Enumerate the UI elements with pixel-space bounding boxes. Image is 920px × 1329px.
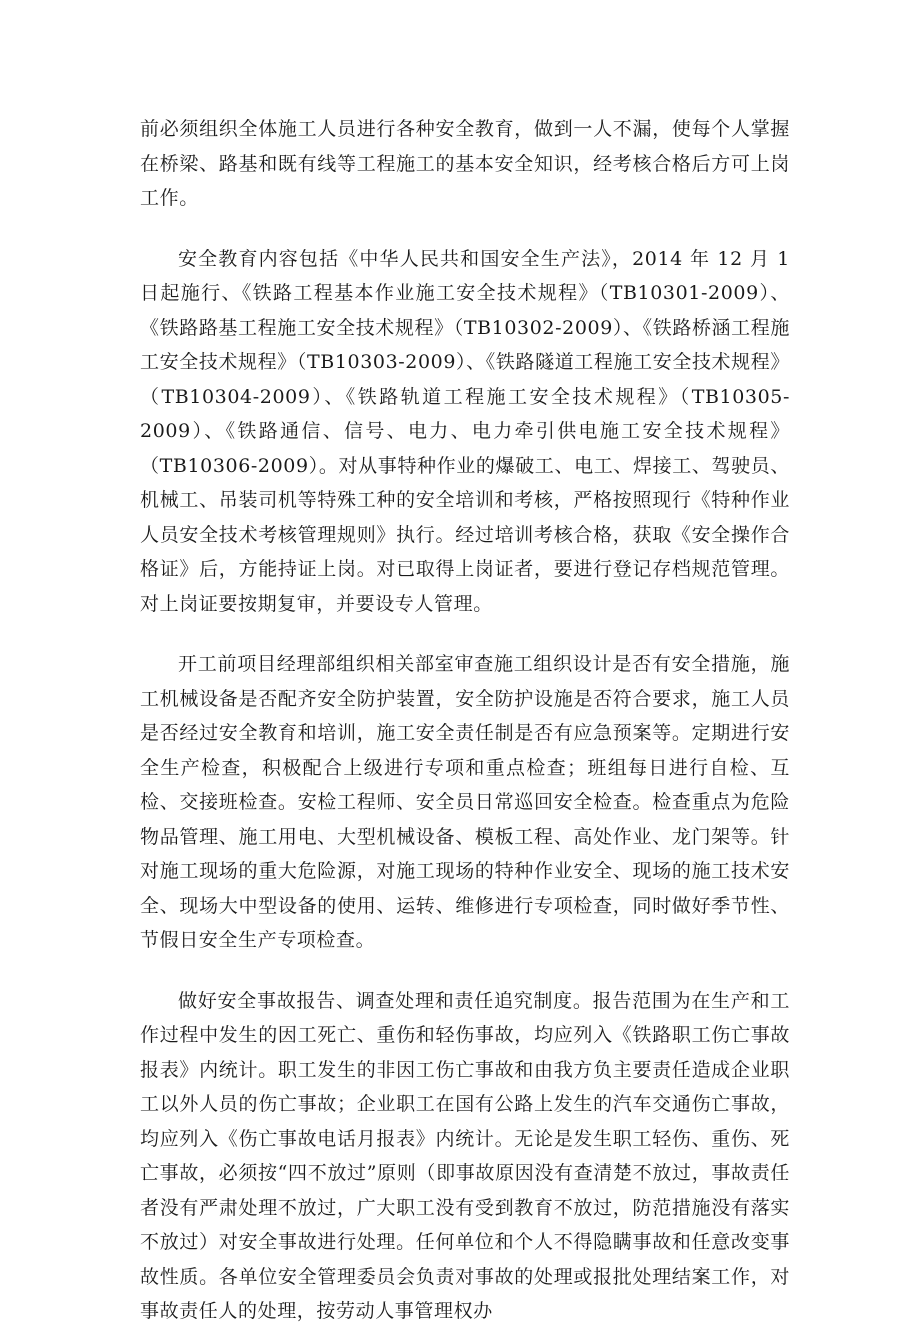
document-body xyxy=(140,112,790,1329)
paragraph-continuation: 前必须组织全体施工人员进行各种安全教育，做到一人不漏，使每个人掌握在桥梁、路基和既有线等工程施工的基本安全知识，经考核合格后方可上岗工作。 xyxy=(140,118,790,209)
paragraph-safety-inspection: 开工前项目经理部组织相关部室审查施工组织设计是否有安全措施，施工机械设备是否配齐安全防护装置，安全防护设施是否符合要求，施工人员是否经过安全教育和培训，施工安全责任制是否有应急预案等。定期进行安全生产检查，积极配合上级进行专项和重点检查；班组每日进行自检、互检、交接班检查。安检工程师、安全员日常巡回安全检查。检查重点为危险物品管理、施工用电、大型机械设备、模板工程、高处作业、龙门架等。针对施工现场的重大危险源，对施工现场的特种作业安全、现场的施工技术安全、现场大中型设备的使用、运转、维修进行专项检查，同时做好季节性、节假日安全生产专项检查。 xyxy=(140,653,790,951)
paragraph-accident-reporting: 做好安全事故报告、调查处理和责任追究制度。报告范围为在生产和工作过程中发生的因工死亡、重伤和轻伤事故，均应列入《铁路职工伤亡事故报表》内统计。职工发生的非因工伤亡事故和由我方负主要责任造成企业职工以外人员的伤亡事故；企业职工在国有公路上发生的汽车交通伤亡事故，均应列入《伤亡事故电话月报表》内统计。无论是发生职工轻伤、重伤、死亡事故，必须按“四不放过”原则（即事故原因没有查清楚不放过，事故责任者没有严肃处理不放过，广大职工没有受到教育不放过，防范措施没有落实不放过）对安全事故进行处理。任何单位和个人不得隐瞒事故和任意改变事故性质。各单位安全管理委员会负责对事故的处理或报批处理结案工作，对事故责任人的处理，按劳动人事管理权办 xyxy=(140,989,790,1322)
paragraph-safety-education-content: 安全教育内容包括《中华人民共和国安全生产法》，2014 年 12 月 1 日起施行、《铁路工程基本作业施工安全技术规程》（TB10301-2009）、《铁路路基工程施工安全技术规程》（TB10302-2009）、《铁路桥涵工程施工安全技术规程》（TB10303-2009）、《铁路隧道工程施工安全技术规程》（TB10304-2009）、《铁路轨道工程施工安全技术规程》（TB10305-2009）、《铁路通信、信号、电力、电力牵引供电施工安全技术规程》（TB10306-2009）。对从事特种作业的爆破工、电工、焊接工、驾驶员、机械工、吊装司机等特殊工种的安全培训和考核，严格按照现行《特种作业人员安全技术考核管理规则》执行。经过培训考核合格，获取《安全操作合格证》后，方能持证上岗。对已取得上岗证者，要进行登记存档规范管理。对上岗证要按期复审，并要设专人管理。 xyxy=(140,247,790,615)
